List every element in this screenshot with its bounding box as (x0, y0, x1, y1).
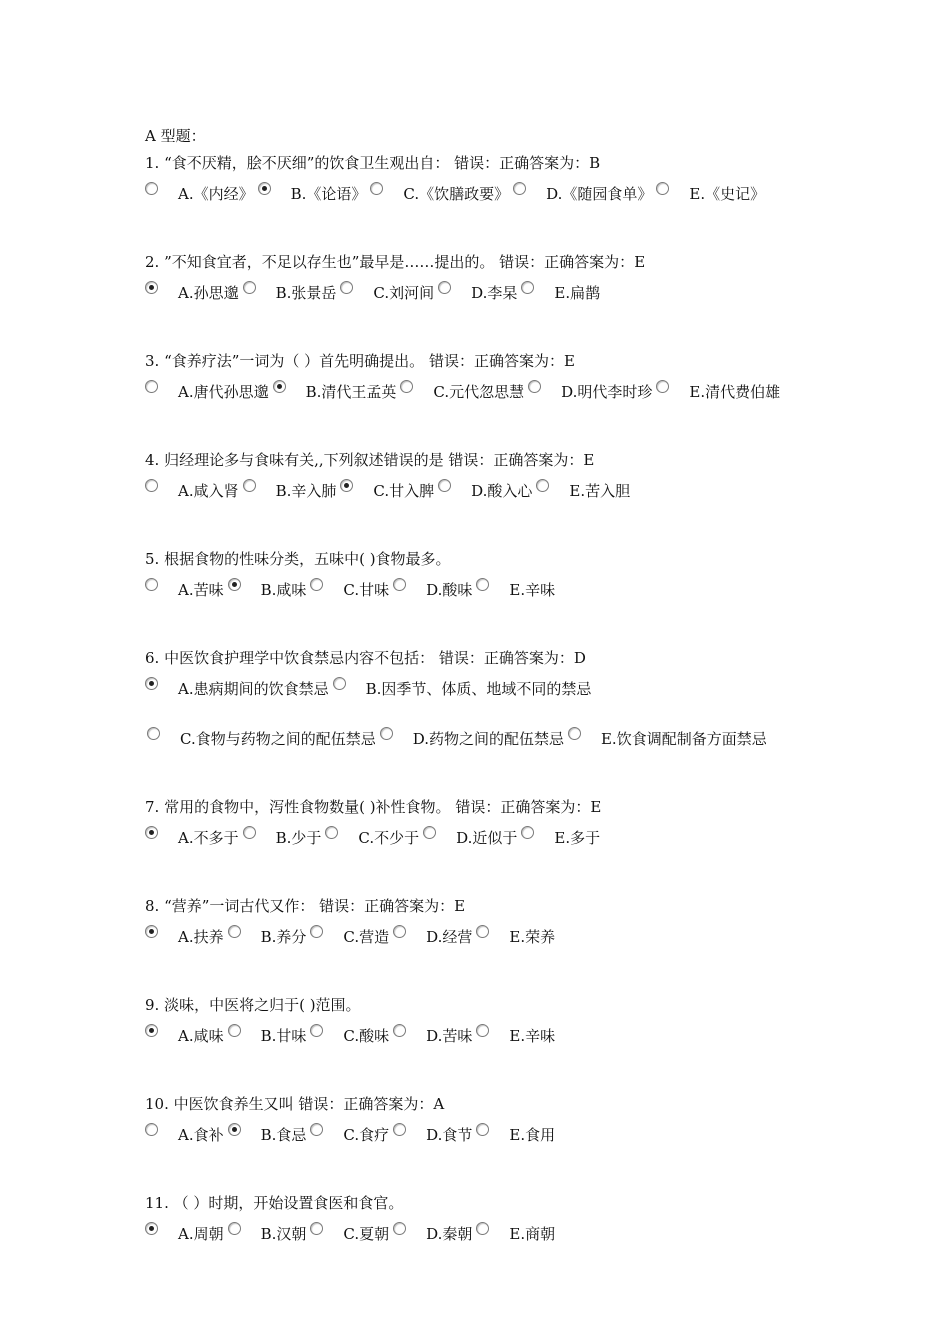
answer-option[interactable] (226, 1218, 309, 1250)
answer-option[interactable] (391, 1020, 474, 1052)
option-label: B.食忌 (260, 1126, 307, 1144)
option-label: A.咸味 (178, 1027, 224, 1045)
radio-button[interactable] (656, 380, 669, 393)
question-10 (145, 1089, 825, 1151)
option-label: D.苦味 (426, 1027, 473, 1045)
option-label: A.唐代孙思邈 (178, 383, 269, 401)
answer-option[interactable] (566, 723, 769, 755)
radio-button[interactable] (400, 380, 413, 393)
answer-option[interactable] (526, 376, 654, 408)
answer-option[interactable] (145, 673, 331, 705)
answer-option[interactable] (378, 723, 566, 755)
answer-option[interactable] (474, 921, 557, 953)
answer-option[interactable] (226, 921, 309, 953)
option-label: C.食物与药物之间的配伍禁忌 (180, 730, 376, 748)
option-label: B.养分 (260, 928, 307, 946)
option-label: E.辛味 (509, 1027, 556, 1045)
answer-option[interactable] (271, 376, 399, 408)
answer-options (145, 921, 825, 953)
radio-button[interactable] (258, 182, 271, 195)
radio-button[interactable] (521, 826, 534, 839)
option-label: C.刘河间 (373, 284, 435, 302)
answer-option[interactable] (226, 1119, 309, 1151)
question-list (145, 148, 825, 1250)
radio-button[interactable] (145, 826, 158, 839)
option-label: E.多于 (554, 829, 601, 847)
option-label: D.酸入心 (471, 482, 533, 500)
radio-button[interactable] (476, 925, 489, 938)
option-label: A.孙思邈 (178, 284, 239, 302)
answer-option[interactable] (145, 1218, 226, 1250)
radio-button[interactable] (145, 578, 158, 591)
answer-option[interactable] (391, 1218, 474, 1250)
answer-option[interactable] (241, 822, 324, 854)
answer-option[interactable] (474, 1119, 557, 1151)
answer-option[interactable] (145, 574, 226, 606)
option-label: C.甘入脾 (373, 482, 435, 500)
radio-button[interactable] (310, 1222, 323, 1235)
option-label: E.食用 (509, 1126, 556, 1144)
option-label: A.食补 (178, 1126, 224, 1144)
answer-option[interactable] (145, 1119, 226, 1151)
option-label: E.清代费伯雄 (689, 383, 781, 401)
option-label: C.营造 (343, 928, 390, 946)
radio-button[interactable] (568, 727, 581, 740)
answer-option[interactable] (323, 822, 421, 854)
option-label: D.近似于 (456, 829, 518, 847)
option-label: C.酸味 (343, 1027, 390, 1045)
radio-button[interactable] (521, 281, 534, 294)
radio-button[interactable] (393, 578, 406, 591)
option-label: E.《史记》 (689, 185, 766, 203)
answer-option[interactable] (654, 376, 782, 408)
radio-button[interactable] (145, 1123, 158, 1136)
answer-option[interactable] (226, 574, 309, 606)
radio-button[interactable] (145, 182, 158, 195)
radio-button[interactable] (145, 925, 158, 938)
question-stem: 8. “营养”一词古代又作： 错误：正确答案为：E (145, 897, 466, 915)
radio-button[interactable] (145, 479, 158, 492)
option-label: A.周朝 (178, 1225, 224, 1243)
answer-options (145, 277, 825, 309)
question-5 (145, 544, 825, 606)
answer-option[interactable] (511, 178, 654, 210)
question-stem: 3. “食养疗法”一词为（ ）首先明确提出。 错误：正确答案为：E (145, 352, 575, 370)
answer-option[interactable] (145, 475, 241, 507)
option-label: B.汉朝 (260, 1225, 307, 1243)
option-label: E.苦入胆 (569, 482, 631, 500)
question-1 (145, 148, 825, 210)
question-stem: 5. 根据食物的性味分类，五味中( )食物最多。 (145, 550, 451, 568)
option-label: A.患病期间的饮食禁忌 (178, 680, 329, 698)
answer-option[interactable] (654, 178, 767, 210)
radio-button[interactable] (476, 1222, 489, 1235)
answer-option[interactable] (368, 178, 511, 210)
option-label: D.李杲 (471, 284, 518, 302)
option-label: B.甘味 (260, 1027, 307, 1045)
option-label: B.咸味 (260, 581, 307, 599)
radio-button[interactable] (380, 727, 393, 740)
answer-option[interactable] (519, 822, 602, 854)
radio-button[interactable] (476, 1024, 489, 1037)
radio-button[interactable] (476, 578, 489, 591)
question-stem: 9. 淡味，中医将之归于( )范围。 (145, 996, 361, 1014)
option-label: E.荣养 (509, 928, 556, 946)
answer-option[interactable] (256, 178, 369, 210)
option-label: C.元代忽思慧 (433, 383, 525, 401)
radio-button[interactable] (536, 479, 549, 492)
answer-options (145, 1020, 825, 1052)
question-stem: 4. 归经理论多与食味有关,,下列叙述错误的是 错误：正确答案为：E (145, 451, 595, 469)
answer-option[interactable] (391, 921, 474, 953)
option-label: D.食节 (426, 1126, 473, 1144)
answer-option[interactable] (145, 376, 271, 408)
option-label: E.商朝 (509, 1225, 556, 1243)
answer-option[interactable] (308, 1119, 391, 1151)
answer-options (145, 574, 825, 606)
radio-button[interactable] (656, 182, 669, 195)
radio-button[interactable] (228, 1024, 241, 1037)
radio-button[interactable] (145, 1222, 158, 1235)
radio-button[interactable] (310, 1024, 323, 1037)
radio-button[interactable] (243, 281, 256, 294)
answer-option[interactable] (308, 574, 391, 606)
answer-option[interactable] (519, 277, 602, 309)
question-stem: 6. 中医饮食护理学中饮食禁忌内容不包括： 错误：正确答案为：D (145, 649, 586, 667)
option-label: E.扁鹊 (554, 284, 601, 302)
question-6 (145, 643, 825, 755)
answer-option[interactable] (145, 1020, 226, 1052)
question-stem: 10. 中医饮食养生又叫 错误：正确答案为：A (145, 1095, 445, 1113)
radio-button[interactable] (145, 1024, 158, 1037)
radio-button[interactable] (393, 1024, 406, 1037)
radio-button[interactable] (310, 1123, 323, 1136)
option-label: B.张景岳 (275, 284, 337, 302)
radio-button[interactable] (340, 479, 353, 492)
radio-button[interactable] (393, 1222, 406, 1235)
option-label: A.不多于 (178, 829, 239, 847)
radio-button[interactable] (528, 380, 541, 393)
radio-button[interactable] (393, 1123, 406, 1136)
radio-button[interactable] (228, 578, 241, 591)
answer-options (145, 376, 825, 408)
radio-button[interactable] (145, 677, 158, 690)
option-label: E.辛味 (509, 581, 556, 599)
option-label: A.《内经》 (178, 185, 254, 203)
question-2 (145, 247, 825, 309)
radio-button[interactable] (243, 826, 256, 839)
quiz-page (145, 124, 825, 1287)
option-label: B.《论语》 (290, 185, 367, 203)
option-label: D.明代李时珍 (561, 383, 653, 401)
answer-option[interactable] (145, 178, 256, 210)
radio-button[interactable] (333, 677, 346, 690)
question-stem: 7. 常用的食物中，泻性食物数量( )补性食物。 错误：正确答案为：E (145, 798, 602, 816)
option-label: C.甘味 (343, 581, 390, 599)
option-label: D.《随园食单》 (546, 185, 653, 203)
radio-button[interactable] (145, 380, 158, 393)
option-label: B.辛入肺 (275, 482, 337, 500)
option-label: D.药物之间的配伍禁忌 (412, 730, 564, 748)
answer-option[interactable] (145, 822, 241, 854)
answer-option[interactable] (308, 1020, 391, 1052)
radio-button[interactable] (370, 182, 383, 195)
option-label: C.不少于 (358, 829, 420, 847)
answer-option[interactable] (331, 673, 594, 705)
answer-option[interactable] (308, 1218, 391, 1250)
answer-option[interactable] (474, 574, 557, 606)
option-label: A.扶养 (178, 928, 224, 946)
option-label: C.食疗 (343, 1126, 390, 1144)
question-stem: 2. ”不知食宜者，不足以存生也”最早是……提出的。 错误：正确答案为：E (145, 253, 646, 271)
answer-option[interactable] (421, 822, 519, 854)
answer-option[interactable] (338, 277, 436, 309)
radio-button[interactable] (310, 925, 323, 938)
answer-option[interactable] (398, 376, 526, 408)
question-4 (145, 445, 825, 507)
radio-button[interactable] (423, 826, 436, 839)
answer-options (145, 822, 825, 854)
answer-option[interactable] (145, 277, 241, 309)
answer-option[interactable] (474, 1218, 557, 1250)
radio-button[interactable] (147, 727, 160, 740)
answer-options (145, 475, 825, 507)
radio-button[interactable] (145, 281, 158, 294)
option-label: D.酸味 (426, 581, 473, 599)
question-stem: 1. “食不厌精，脍不厌细”的饮食卫生观出自： 错误：正确答案为：B (145, 154, 601, 172)
answer-options (145, 1119, 825, 1151)
radio-button[interactable] (513, 182, 526, 195)
option-label: D.经营 (426, 928, 473, 946)
question-8 (145, 891, 825, 953)
option-label: A.苦味 (178, 581, 224, 599)
answer-options (145, 1218, 825, 1250)
option-label: C.夏朝 (343, 1225, 390, 1243)
question-9 (145, 990, 825, 1052)
answer-option[interactable] (474, 1020, 557, 1052)
option-label: C.《饮膳政要》 (403, 185, 510, 203)
radio-button[interactable] (273, 380, 286, 393)
option-label: D.秦朝 (426, 1225, 473, 1243)
radio-button[interactable] (228, 1222, 241, 1235)
option-label: B.清代王孟英 (305, 383, 397, 401)
section-title: A 型题： (145, 127, 206, 145)
radio-button[interactable] (340, 281, 353, 294)
option-label: E.饮食调配制备方面禁忌 (600, 730, 767, 748)
radio-button[interactable] (393, 925, 406, 938)
answer-options (145, 178, 825, 210)
answer-option[interactable] (226, 1020, 309, 1052)
question-7 (145, 792, 825, 854)
answer-option[interactable] (391, 1119, 474, 1151)
radio-button[interactable] (476, 1123, 489, 1136)
answer-option[interactable] (145, 723, 378, 755)
answer-option[interactable] (436, 277, 519, 309)
option-label: B.少于 (275, 829, 322, 847)
answer-option[interactable] (436, 475, 534, 507)
question-stem: 11. （ ）时期，开始设置食医和食官。 (145, 1194, 404, 1212)
radio-button[interactable] (438, 479, 451, 492)
radio-button[interactable] (228, 1123, 241, 1136)
answer-option[interactable] (391, 574, 474, 606)
answer-option[interactable] (145, 921, 226, 953)
answer-option[interactable] (241, 277, 339, 309)
answer-option[interactable] (241, 475, 339, 507)
radio-button[interactable] (438, 281, 451, 294)
question-3 (145, 346, 825, 408)
radio-button[interactable] (310, 578, 323, 591)
answer-options (145, 673, 825, 755)
radio-button[interactable] (243, 479, 256, 492)
question-11 (145, 1188, 825, 1250)
radio-button[interactable] (325, 826, 338, 839)
answer-option[interactable] (338, 475, 436, 507)
option-label: A.咸入肾 (178, 482, 239, 500)
answer-option[interactable] (534, 475, 632, 507)
option-label: B.因季节、体质、地域不同的禁忌 (365, 680, 592, 698)
answer-option[interactable] (308, 921, 391, 953)
radio-button[interactable] (228, 925, 241, 938)
